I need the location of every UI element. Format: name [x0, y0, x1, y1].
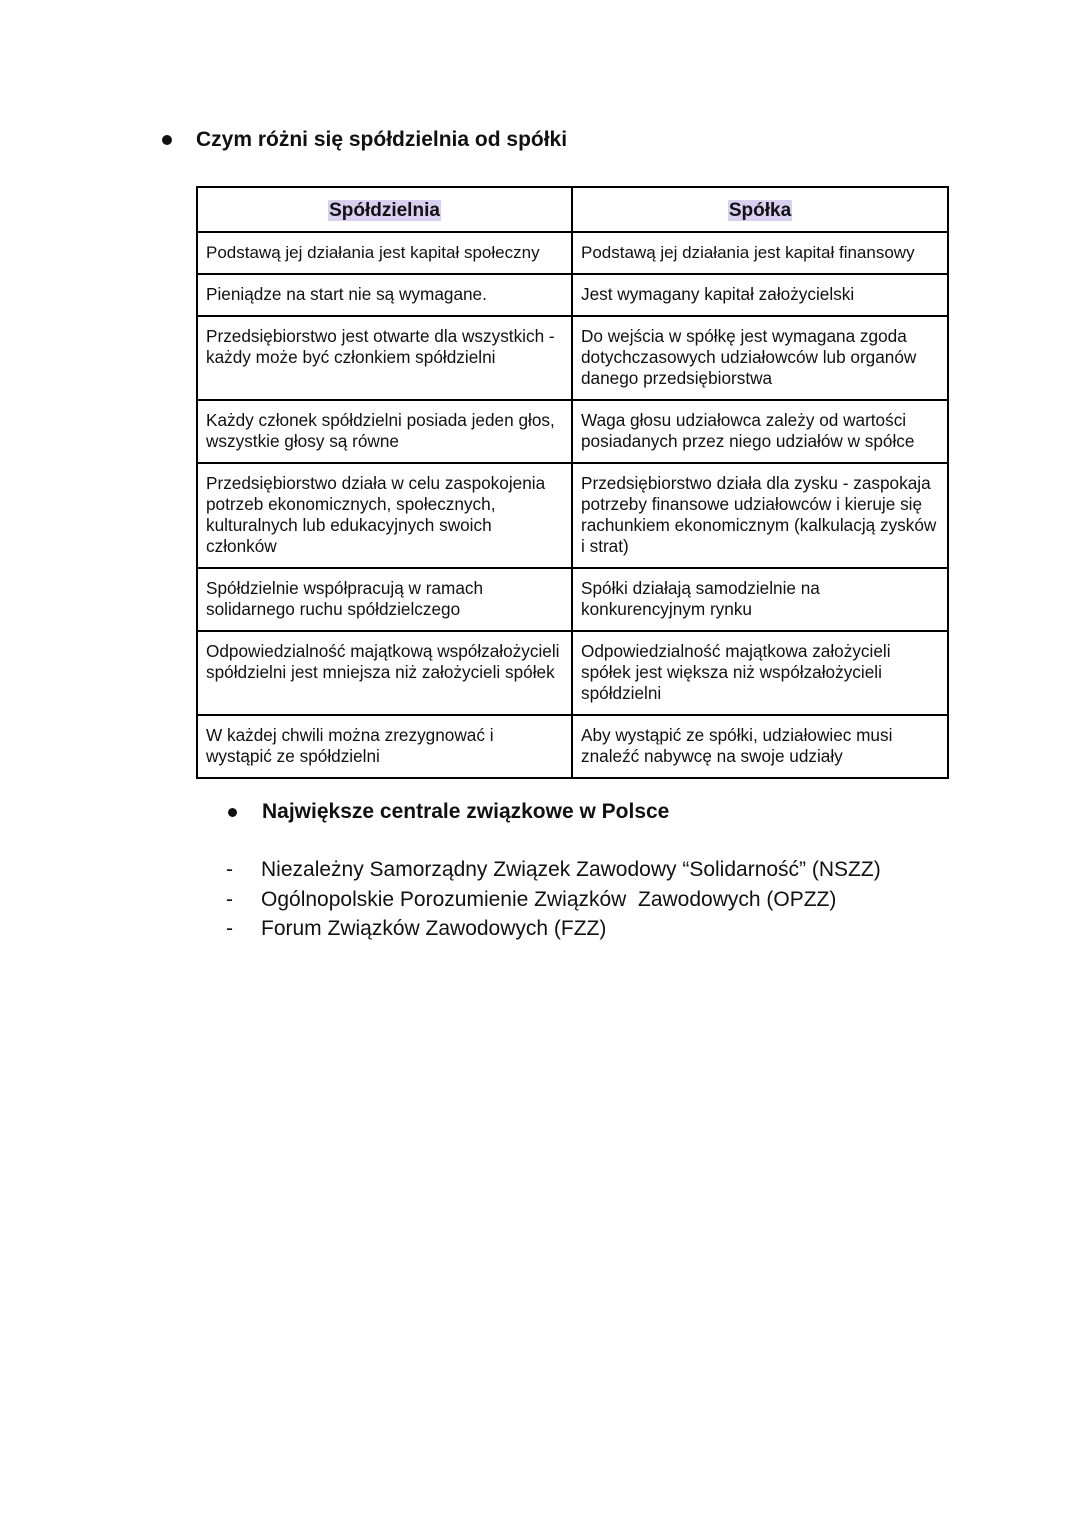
dash-bullet-icon: -: [226, 887, 233, 911]
section-heading-cooperative-vs-company: [162, 128, 567, 152]
table-cell: Każdy członek spółdzielni posiada jeden głos, wszystkie głosy są równe: [197, 400, 572, 463]
table-row: [197, 232, 948, 274]
header-label: Spółdzielnia: [329, 200, 440, 221]
table-cell: Pieniądze na start nie są wymagane.: [197, 274, 572, 316]
table-row: [197, 715, 948, 778]
column-header-cooperative: [197, 187, 572, 232]
dash-bullet-icon: -: [226, 858, 233, 881]
list-item-text: Ogólnopolskie Porozumienie Związków Zawodowych (OPZZ): [261, 887, 837, 911]
table-row: [197, 316, 948, 400]
table-cell: Waga głosu udziałowca zależy od wartości posiadanych przez niego udziałów w spółce: [572, 400, 948, 463]
table-row: [197, 463, 948, 568]
list-item: [226, 914, 881, 944]
table-header-row: [197, 187, 948, 232]
table-cell: Podstawą jej działania jest kapitał finansowy: [572, 232, 948, 274]
list-item-text: Forum Związków Zawodowych (FZZ): [261, 917, 607, 940]
header-label: Spółka: [728, 200, 792, 221]
dash-bullet-icon: -: [226, 917, 233, 940]
bullet-icon: [228, 808, 237, 817]
table-cell: Przedsiębiorstwo działa dla zysku - zaspokaja potrzeby finansowe udziałowców i kieruje się rachunkiem ekonomicznym (kalkulacją zysków i strat): [572, 463, 948, 568]
table-row: [197, 274, 948, 316]
list-item: [226, 855, 881, 885]
comparison-table: [196, 186, 949, 779]
table-row: [197, 568, 948, 631]
table-cell: Odpowiedzialność majątkowa założycieli spółek jest większa niż współzałożycieli spółdzielni: [572, 631, 948, 715]
list-item: [226, 885, 881, 915]
column-header-company: [572, 187, 948, 232]
table-cell: Spółdzielnie współpracują w ramach solidarnego ruchu spółdzielczego: [197, 568, 572, 631]
table-cell: Jest wymagany kapitał założycielski: [572, 274, 948, 316]
section-heading-text: Czym różni się spółdzielnia od spółki: [196, 128, 568, 151]
list-item-text: Niezależny Samorządny Związek Zawodowy “Solidarność” (NSZZ): [261, 858, 881, 881]
table-cell: Przedsiębiorstwo jest otwarte dla wszystkich - każdy może być członkiem spółdzielni: [197, 316, 572, 400]
section-heading-text: Największe centrale związkowe w Polsce: [262, 800, 670, 823]
table-cell: Spółki działają samodzielnie na konkurencyjnym rynku: [572, 568, 948, 631]
table-cell: Przedsiębiorstwo działa w celu zaspokojenia potrzeb ekonomicznych, społecznych, kulturalnych lub edukacyjnych swoich członków: [197, 463, 572, 568]
bullet-icon: [162, 135, 172, 145]
trade-union-list: [226, 855, 881, 944]
table-cell: Podstawą jej działania jest kapitał społeczny: [197, 232, 572, 274]
table-cell: W każdej chwili można zrezygnować i wystąpić ze spółdzielni: [197, 715, 572, 778]
table-row: [197, 400, 948, 463]
table-row: [197, 631, 948, 715]
table-cell: Do wejścia w spółkę jest wymagana zgoda dotychczasowych udziałowców lub organów danego przedsiębiorstwa: [572, 316, 948, 400]
table-cell: Aby wystąpić ze spółki, udziałowiec musi znaleźć nabywcę na swoje udziały: [572, 715, 948, 778]
section-heading-trade-unions: [228, 800, 669, 824]
table-cell: Odpowiedzialność majątkową współzałożycieli spółdzielni jest mniejsza niż założycieli spółek: [197, 631, 572, 715]
